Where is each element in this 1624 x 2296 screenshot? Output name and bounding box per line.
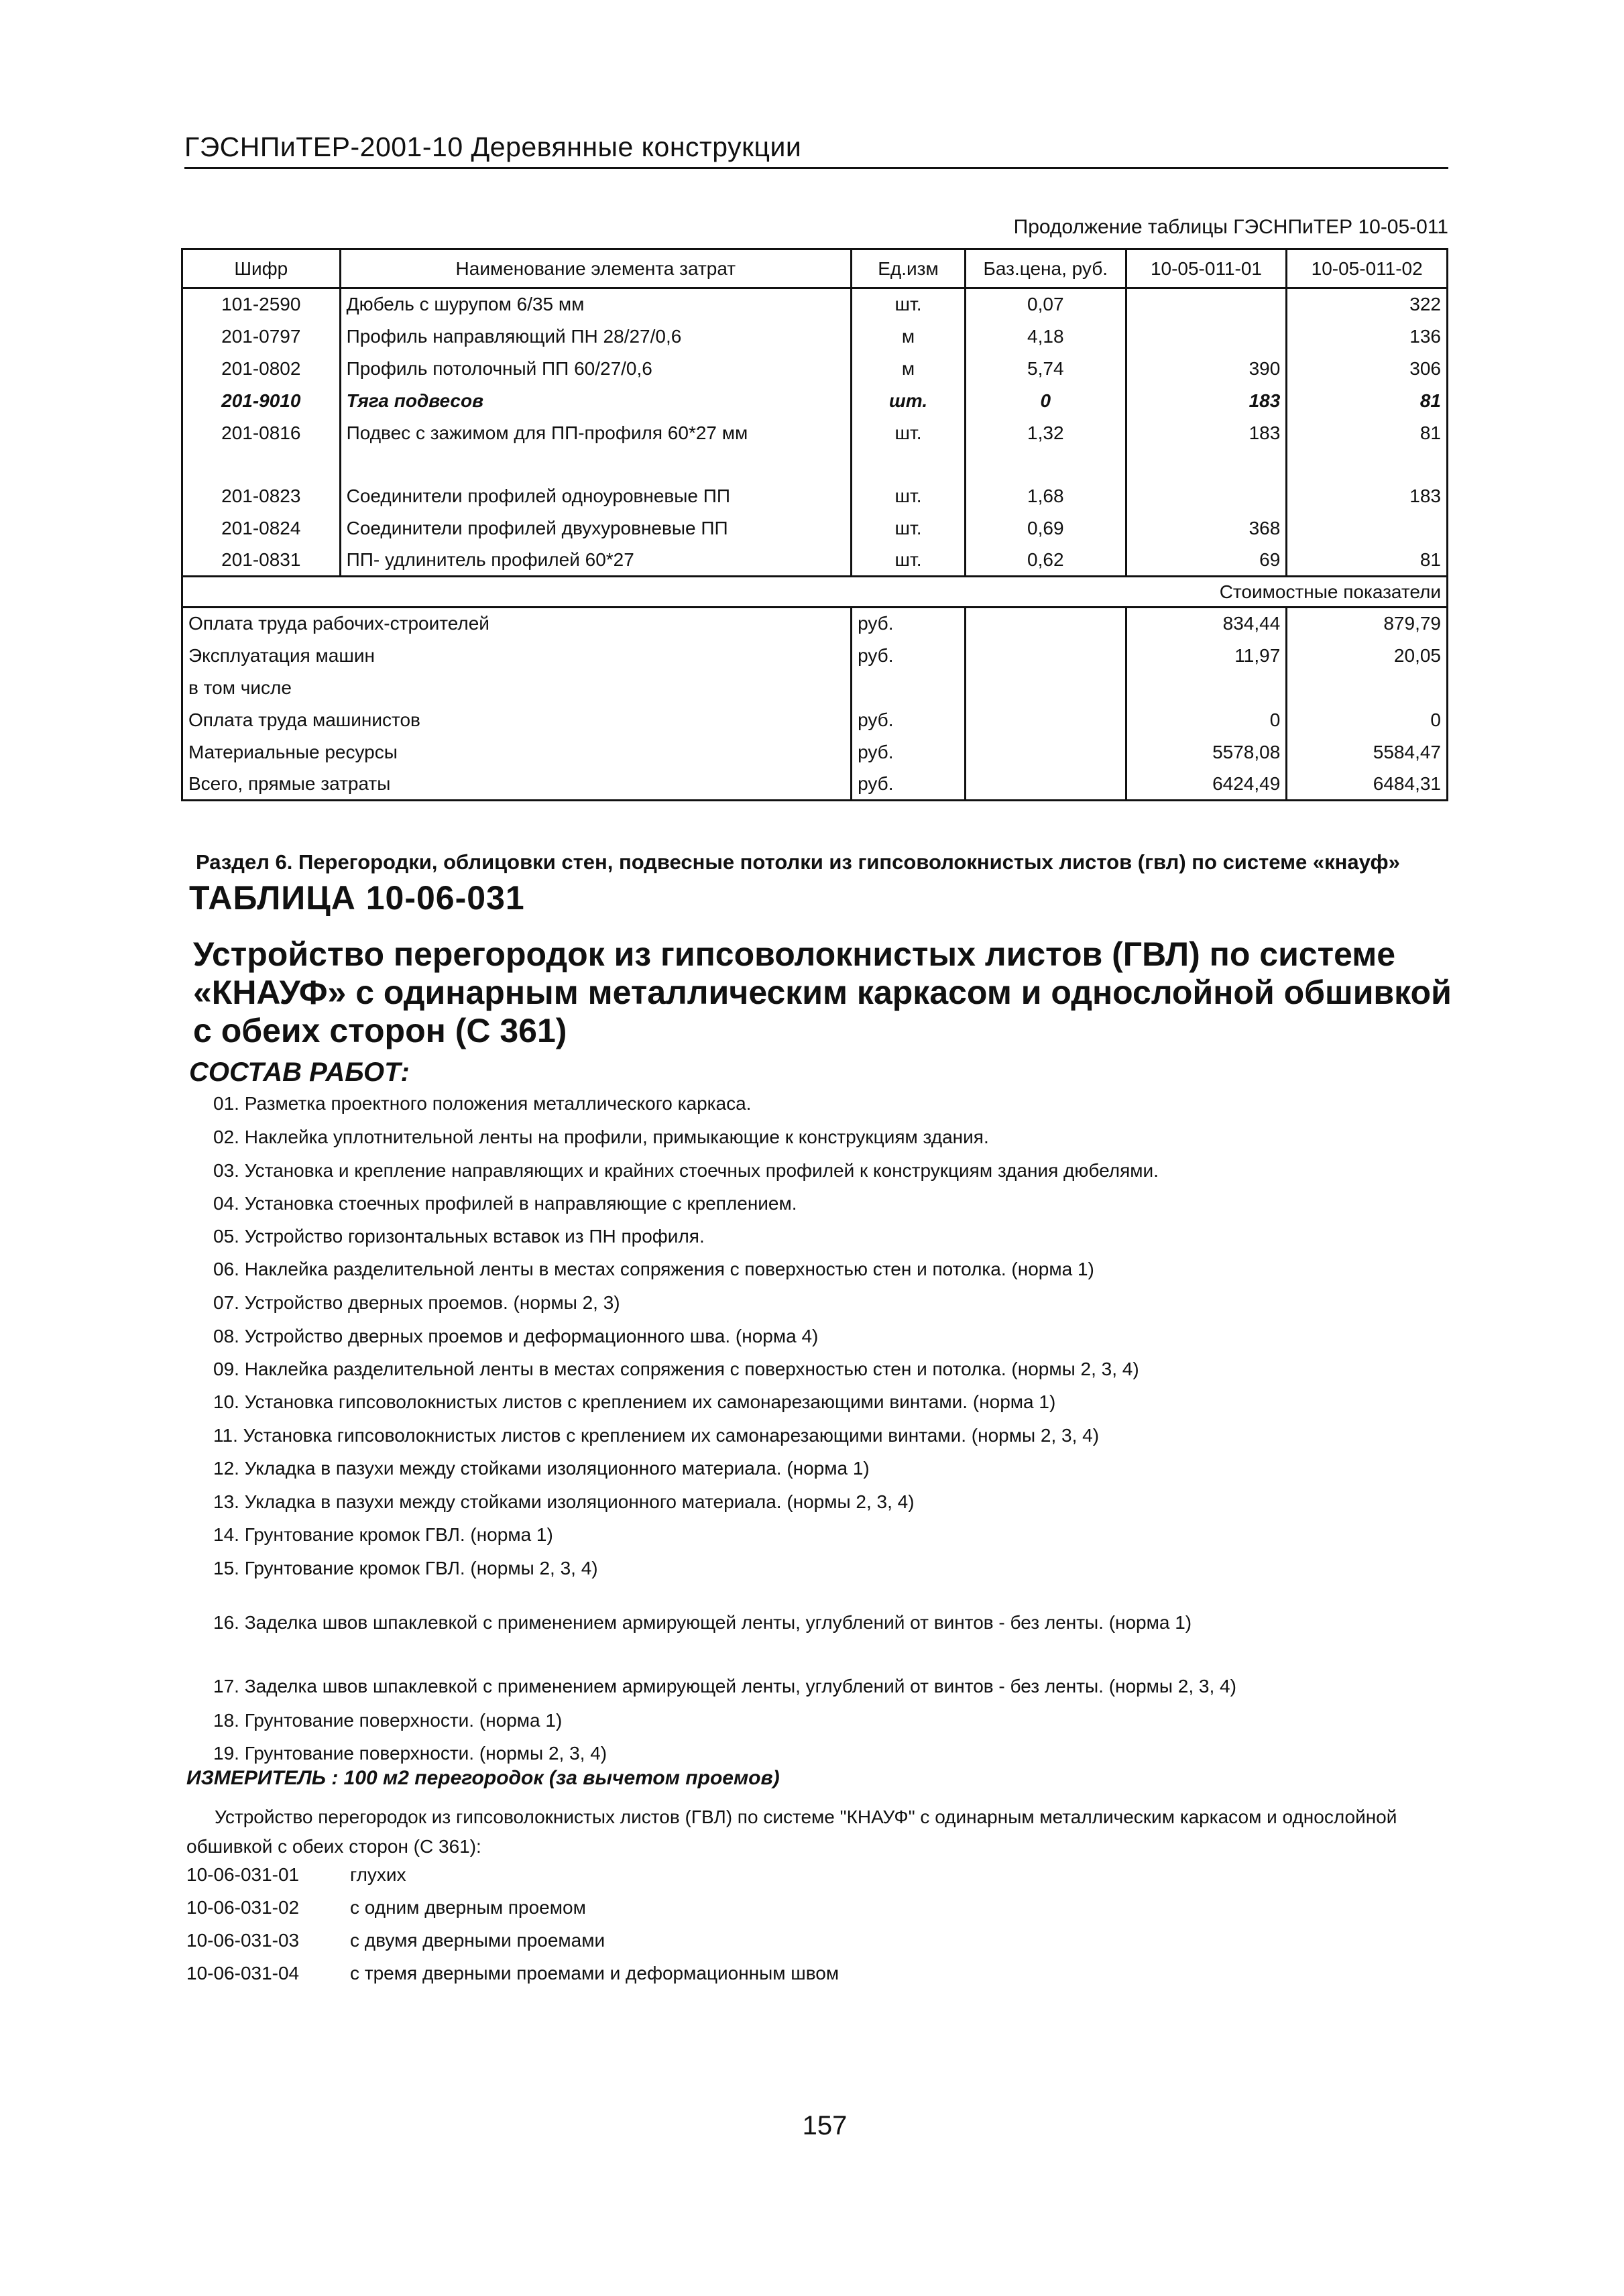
list-item: 01. Разметка проектного положения металлического каркаса. bbox=[213, 1093, 752, 1114]
list-item: 06. Наклейка разделительной ленты в местах сопряжения с поверхностью стен и потолка. (норма 1) bbox=[213, 1259, 1094, 1279]
indicator-norm-2: 879,79 bbox=[1287, 608, 1448, 640]
list-item: 08. Устройство дверных проемов и деформационного шва. (норма 4) bbox=[213, 1326, 819, 1346]
indicator-row bbox=[182, 672, 1448, 704]
cell-price: 0,69 bbox=[965, 512, 1126, 544]
indicator-norm-2 bbox=[1287, 672, 1448, 704]
list-item: 04. Установка стоечных профилей в направляющие с креплением. bbox=[213, 1193, 797, 1214]
table-spacer-row bbox=[182, 449, 1448, 480]
cell-norm-1 bbox=[1126, 321, 1287, 353]
cell-norm-1: 368 bbox=[1126, 512, 1287, 544]
list-item: 07. Устройство дверных проемов. (нормы 2, 3) bbox=[213, 1292, 620, 1313]
cell-norm-1: 183 bbox=[1126, 417, 1287, 449]
cell-norm-2: 81 bbox=[1287, 385, 1448, 417]
list-item: 15. Грунтование кромок ГВЛ. (нормы 2, 3, 4) bbox=[213, 1558, 598, 1578]
cell-price: 0 bbox=[965, 385, 1126, 417]
list-item: 05. Устройство горизонтальных вставок из ПН профиля. bbox=[213, 1226, 705, 1247]
indicator-name: в том числе bbox=[182, 672, 852, 704]
section-title: Раздел 6. Перегородки, облицовки стен, подвесные потолки из гипсоволокнистых листов (гвл) по системе «кнауф» bbox=[196, 850, 1400, 874]
indicator-norm-2: 5584,47 bbox=[1287, 736, 1448, 768]
cell-code: 201-0823 bbox=[182, 480, 341, 512]
variant-label: с двумя дверными проемами bbox=[350, 1930, 605, 1951]
cell-unit: шт. bbox=[852, 512, 966, 544]
cell-name: Профиль направляющий ПН 28/27/0,6 bbox=[340, 321, 851, 353]
table-continuation-caption: Продолжение таблицы ГЭСНПиТЕР 10-05-011 bbox=[1013, 216, 1448, 238]
cell-code: 201-0824 bbox=[182, 512, 341, 544]
indicator-norm-2: 20,05 bbox=[1287, 640, 1448, 672]
indicator-norm-2: 0 bbox=[1287, 704, 1448, 736]
cell-unit: шт. bbox=[852, 417, 966, 449]
indicator-name: Эксплуатация машин bbox=[182, 640, 852, 672]
table-row bbox=[182, 544, 1448, 577]
indicator-norm-2: 6484,31 bbox=[1287, 768, 1448, 801]
list-item: 09. Наклейка разделительной ленты в местах сопряжения с поверхностью стен и потолка. (нормы 2, 3, 4) bbox=[213, 1359, 1139, 1379]
indicator-norm-1: 5578,08 bbox=[1126, 736, 1287, 768]
indicator-name: Всего, прямые затраты bbox=[182, 768, 852, 801]
cell-code: 201-0802 bbox=[182, 353, 341, 385]
variant-code: 10-06-031-04 bbox=[186, 1963, 300, 1984]
list-item: 17. Заделка швов шпаклевкой с применением армирующей ленты, углублений от винтов - без ленты. (нормы 2, 3, 4) bbox=[213, 1676, 1236, 1697]
indicator-unit: руб. bbox=[852, 736, 966, 768]
cell-name: Подвес с зажимом для ПП-профиля 60*27 мм bbox=[340, 417, 851, 449]
indicator-norm-1 bbox=[1126, 672, 1287, 704]
indicator-name: Оплата труда машинистов bbox=[182, 704, 852, 736]
indicator-norm-1: 6424,49 bbox=[1126, 768, 1287, 801]
cell-norm-2: 183 bbox=[1287, 480, 1448, 512]
running-header: ГЭСНПиТЕР-2001-10 Деревянные конструкции bbox=[184, 131, 1448, 169]
indicator-norm-1: 834,44 bbox=[1126, 608, 1287, 640]
indicator-row bbox=[182, 704, 1448, 736]
cell-norm-1: 69 bbox=[1126, 544, 1287, 577]
cost-indicators-label: Стоимостные показатели bbox=[182, 577, 1448, 608]
cell-code: 201-0816 bbox=[182, 417, 341, 449]
table-row bbox=[182, 321, 1448, 353]
cell-price: 4,18 bbox=[965, 321, 1126, 353]
indicator-row bbox=[182, 608, 1448, 640]
cell-unit: шт. bbox=[852, 385, 966, 417]
works-label: СОСТАВ РАБОТ: bbox=[189, 1057, 410, 1087]
table-row bbox=[182, 353, 1448, 385]
cell-unit: м bbox=[852, 353, 966, 385]
indicator-unit: руб. bbox=[852, 768, 966, 801]
cell-name: Соединители профилей двухуровневые ПП bbox=[340, 512, 851, 544]
indicator-norm-1: 0 bbox=[1126, 704, 1287, 736]
cell-norm-2: 322 bbox=[1287, 288, 1448, 321]
table-row bbox=[182, 288, 1448, 321]
variant-code: 10-06-031-03 bbox=[186, 1930, 300, 1951]
measure-unit: ИЗМЕРИТЕЛЬ : 100 м2 перегородок (за вычетом проемов) bbox=[186, 1767, 780, 1789]
cell-name: Соединители профилей одноуровневые ПП bbox=[340, 480, 851, 512]
cell-name: Тяга подвесов bbox=[340, 385, 851, 417]
indicator-row bbox=[182, 736, 1448, 768]
cell-unit: шт. bbox=[852, 288, 966, 321]
cell-price: 5,74 bbox=[965, 353, 1126, 385]
list-item: 03. Установка и крепление направляющих и крайних стоечных профилей к конструкциям здания дюбелями. bbox=[213, 1160, 1159, 1181]
indicator-name: Оплата труда рабочих-строителей bbox=[182, 608, 852, 640]
indicator-unit: руб. bbox=[852, 608, 966, 640]
cell-unit: шт. bbox=[852, 544, 966, 577]
cell-price: 0,07 bbox=[965, 288, 1126, 321]
cell-unit: шт. bbox=[852, 480, 966, 512]
cell-price: 0,62 bbox=[965, 544, 1126, 577]
column-header-name: Наименование элемента затрат bbox=[340, 249, 851, 288]
table-header-row bbox=[182, 249, 1448, 288]
variant-code: 10-06-031-02 bbox=[186, 1897, 300, 1918]
cost-table bbox=[181, 248, 1448, 801]
cell-code: 201-9010 bbox=[182, 385, 341, 417]
variant-code: 10-06-031-01 bbox=[186, 1864, 300, 1885]
table-row bbox=[182, 512, 1448, 544]
list-item: 16. Заделка швов шпаклевкой с применением армирующей ленты, углублений от винтов - без ленты. (норма 1) bbox=[213, 1612, 1192, 1633]
cell-norm-2: 306 bbox=[1287, 353, 1448, 385]
cell-price: 1,32 bbox=[965, 417, 1126, 449]
cell-name: ПП- удлинитель профилей 60*27 bbox=[340, 544, 851, 577]
column-header-norm-1: 10-05-011-01 bbox=[1126, 249, 1287, 288]
cost-indicators-section-row bbox=[182, 577, 1448, 608]
list-item: 11. Установка гипсоволокнистых листов с креплением их самонарезающими винтами. (нормы 2, 3, 4) bbox=[213, 1425, 1100, 1446]
list-item: 10. Установка гипсоволокнистых листов с креплением их самонарезающими винтами. (норма 1) bbox=[213, 1391, 1056, 1412]
cell-norm-1: 183 bbox=[1126, 385, 1287, 417]
column-header-unit: Ед.изм bbox=[852, 249, 966, 288]
column-header-code: Шифр bbox=[182, 249, 341, 288]
variant-label: с одним дверным проемом bbox=[350, 1897, 586, 1918]
indicator-unit bbox=[852, 672, 966, 704]
indicator-name: Материальные ресурсы bbox=[182, 736, 852, 768]
list-item: 19. Грунтование поверхности. (нормы 2, 3, 4) bbox=[213, 1743, 607, 1764]
cell-code: 101-2590 bbox=[182, 288, 341, 321]
cell-norm-1: 390 bbox=[1126, 353, 1287, 385]
list-item: 14. Грунтование кромок ГВЛ. (норма 1) bbox=[213, 1524, 553, 1545]
indicator-norm-1: 11,97 bbox=[1126, 640, 1287, 672]
cell-name: Профиль потолочный ПП 60/27/0,6 bbox=[340, 353, 851, 385]
table-row bbox=[182, 385, 1448, 417]
cell-norm-2: 81 bbox=[1287, 544, 1448, 577]
list-item: 02. Наклейка уплотнительной ленты на профили, примыкающие к конструкциям здания. bbox=[213, 1127, 989, 1147]
cell-code: 201-0831 bbox=[182, 544, 341, 577]
table-title: ТАБЛИЦА 10-06-031 bbox=[189, 879, 525, 917]
cell-norm-1 bbox=[1126, 288, 1287, 321]
table-row bbox=[182, 417, 1448, 449]
page-number: 157 bbox=[802, 2111, 848, 2140]
cell-unit: м bbox=[852, 321, 966, 353]
norms-description: Устройство перегородок из гипсоволокнистых листов (ГВЛ) по системе "КНАУФ" с одинарным металлическим каркасом и однослойной обшивкой с обеих сторон (С 361): bbox=[186, 1806, 1397, 1857]
list-item: 13. Укладка в пазухи между стойками изоляционного материала. (нормы 2, 3, 4) bbox=[213, 1491, 915, 1512]
column-header-norm-2: 10-05-011-02 bbox=[1287, 249, 1448, 288]
cell-norm-2 bbox=[1287, 512, 1448, 544]
indicator-row bbox=[182, 640, 1448, 672]
indicator-unit: руб. bbox=[852, 640, 966, 672]
cell-price: 1,68 bbox=[965, 480, 1126, 512]
cell-code: 201-0797 bbox=[182, 321, 341, 353]
variant-label: с тремя дверными проемами и деформационным швом bbox=[350, 1963, 839, 1984]
column-header-price: Баз.цена, руб. bbox=[965, 249, 1126, 288]
variant-label: глухих bbox=[350, 1864, 406, 1885]
cell-norm-2: 136 bbox=[1287, 321, 1448, 353]
table-row bbox=[182, 480, 1448, 512]
list-item: 18. Грунтование поверхности. (норма 1) bbox=[213, 1710, 563, 1731]
cell-name: Дюбель с шурупом 6/35 мм bbox=[340, 288, 851, 321]
table-heading: Устройство перегородок из гипсоволокнистых листов (ГВЛ) по системе «КНАУФ» с одинарным металлическим каркасом и однослойной обшивкой с обеих сторон (С 361) bbox=[193, 935, 1452, 1049]
list-item: 12. Укладка в пазухи между стойками изоляционного материала. (норма 1) bbox=[213, 1458, 870, 1479]
indicator-row bbox=[182, 768, 1448, 801]
cell-norm-1 bbox=[1126, 480, 1287, 512]
cell-norm-2: 81 bbox=[1287, 417, 1448, 449]
indicator-unit: руб. bbox=[852, 704, 966, 736]
